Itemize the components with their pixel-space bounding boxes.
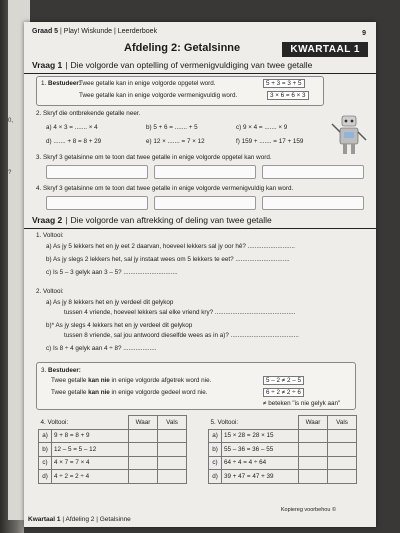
false-cell[interactable] [328, 429, 357, 443]
footer-term: Kwartaal 1 [28, 516, 61, 523]
table-row: b) 12 – 5 = 5 – 12 [39, 443, 187, 457]
true-cell[interactable] [129, 456, 158, 470]
true-cell[interactable] [129, 470, 158, 484]
false-cell[interactable] [158, 443, 187, 457]
table-row: a) 9 + 8 = 8 + 9 [39, 429, 187, 443]
vraag2-heading: Vraag 2 | Die volgorde van aftrekking of deling van twee getalle [24, 215, 376, 229]
page-number: 9 [362, 30, 366, 37]
true-false-table-5 [208, 415, 357, 484]
study-box-2 [36, 362, 356, 410]
vraag2-title: Die volgorde van aftrekking of deling van twee getalle [70, 215, 272, 225]
fill-in-item[interactable]: c) 9 × 4 = ....... × 9 [236, 124, 288, 131]
footer-topic: Getalsinne [99, 516, 131, 523]
item-line: a) As jy 8 lekkers het en jy verdeel dit gelykop [46, 299, 174, 306]
fill-in-item[interactable]: a) As jy 5 lekkers het en jy eet 2 daarvan, hoeveel lekkers sal jy oor hê? ........................... [46, 243, 295, 250]
column-header: Waar [299, 416, 328, 430]
fill-in-item[interactable]: d) ....... + 8 = 8 + 29 [46, 138, 102, 145]
column-header: Waar [129, 416, 158, 430]
item-line: b)* As jy slegs 4 lekkers het en jy verdeel dit gelykop [46, 322, 193, 329]
example-equation: 5 – 2 ≠ 2 – 5 [263, 376, 304, 385]
false-cell[interactable] [158, 456, 187, 470]
true-cell[interactable] [129, 429, 158, 443]
false-cell[interactable] [328, 456, 357, 470]
study-line: Twee getalle kan nie in enige volgorde gedeel word nie. [51, 389, 208, 396]
table-row: d) 4 ÷ 2 = 2 ÷ 4 [39, 470, 187, 484]
true-cell[interactable] [299, 429, 328, 443]
answer-box[interactable] [154, 196, 256, 210]
prev-page-mark: ? [8, 170, 12, 176]
fill-in-item[interactable]: a) 4 × 3 = ....... × 4 [46, 124, 98, 131]
column-header: Vals [328, 416, 357, 430]
question-2-prompt: 2. Skryf die ontbrekende getalle neer. [36, 110, 141, 117]
fill-in-item[interactable]: c) Is 8 ÷ 4 gelyk aan 4 ÷ 8? ................... [46, 345, 157, 352]
question-4-prompt: 4. Skryf 3 getalsinne om te toon dat twee getalle in enige volgorde vermenigvuldig kan word. [36, 185, 294, 192]
question-2-prompt: 2. Voltooi: [36, 288, 64, 295]
vraag2-label: Vraag 2 [32, 215, 63, 225]
fill-in-item[interactable]: f) 159 + ....... = 17 + 159 [236, 138, 304, 145]
fill-in-item[interactable]: tussen 4 vriende, hoeveel lekkers sal elke vriend kry? .............................................. [64, 309, 296, 316]
workbook-page [24, 22, 376, 527]
study-line: Twee getalle kan nie in enige volgorde afgetrek word nie. [51, 377, 212, 384]
question-1-prompt: 1. Voltooi: [36, 232, 64, 239]
symbol-note: ≠ beteken "is nie gelyk aan" [263, 400, 341, 407]
table-row: a) 15 × 28 = 28 × 15 [209, 429, 357, 443]
false-cell[interactable] [158, 429, 187, 443]
answer-box[interactable] [46, 196, 148, 210]
fill-in-item[interactable]: b) As jy slegs 2 lekkers het, sal jy instaat wees om 5 lekkers te eet? ............................... [46, 256, 290, 263]
study-line: Twee getalle kan in enige volgorde vermenigvuldig word. [79, 92, 238, 99]
false-cell[interactable] [328, 443, 357, 457]
question-number: 1. [41, 80, 47, 87]
page-footer: Kwartaal 1 | Afdeling 2 | Getalsinne [28, 516, 131, 523]
table-row: c) 4 × 7 = 7 × 4 [39, 456, 187, 470]
example-equation: 3 × 6 = 6 × 3 [267, 91, 309, 100]
study-label: Bestudeer: [48, 80, 81, 87]
column-header: Vals [158, 416, 187, 430]
table-row: d) 39 + 47 = 47 + 39 [209, 470, 357, 484]
answer-box[interactable] [46, 165, 148, 179]
true-cell[interactable] [299, 443, 328, 457]
section-title: Afdeling 2: Getalsinne [124, 42, 241, 54]
question-number: 3. [41, 367, 47, 374]
grade-label: Graad 5 [32, 28, 59, 35]
example-equation: 6 ÷ 2 ≠ 2 ÷ 6 [263, 388, 304, 397]
subject-label: Play! Wiskunde [63, 28, 113, 35]
table-row: b) 55 – 36 = 36 – 55 [209, 443, 357, 457]
fill-in-item[interactable]: b) 5 + 6 = ....... + 5 [146, 124, 198, 131]
question-3-prompt: 3. Skryf 3 getalsinne om te toon dat twee getalle in enige volgorde opgetel kan word. [36, 154, 272, 161]
robot-mascot-icon [330, 114, 368, 158]
false-cell[interactable] [328, 470, 357, 484]
table-title: 4. Voltooi: [40, 418, 69, 426]
term-badge: KWARTAAL 1 [282, 42, 368, 57]
fill-in-item[interactable]: c) Is 5 – 3 gelyk aan 3 – 5? ............................... [46, 269, 178, 276]
table-title: 5. Voltooi: [210, 418, 239, 426]
vraag1-label: Vraag 1 [32, 60, 63, 70]
fill-in-item[interactable]: e) 12 × ....... = 7 × 12 [146, 138, 205, 145]
copyright-notice: Kopiereg voorbehou © [280, 507, 336, 513]
book-label: Leerderboek [117, 28, 158, 35]
true-false-table-4 [38, 415, 187, 484]
true-cell[interactable] [299, 456, 328, 470]
study-label: Bestudeer: [48, 367, 81, 374]
true-cell[interactable] [129, 443, 158, 457]
title-row [24, 42, 376, 58]
footer-section: Afdeling 2 [65, 516, 95, 523]
example-equation: 5 + 3 = 3 + 5 [263, 79, 305, 88]
fill-in-item[interactable]: tussen 8 vriende, sal jou antwoord dieselfde wees as in a)? ....................................... [64, 332, 299, 339]
answer-box[interactable] [154, 165, 256, 179]
false-cell[interactable] [158, 470, 187, 484]
answer-box[interactable] [262, 196, 364, 210]
study-line: Twee getalle kan in enige volgorde opgetel word. [79, 80, 216, 87]
page-header: Graad 5 | Play! Wiskunde | Leerderboek [32, 28, 158, 35]
study-box-1 [36, 76, 324, 106]
table-row: c) 64 ÷ 4 = 4 ÷ 64 [209, 456, 357, 470]
answer-box[interactable] [262, 165, 364, 179]
true-cell[interactable] [299, 470, 328, 484]
vraag1-heading: Vraag 1 | Die volgorde van optelling of vermenigvuldiging van twee getalle [24, 60, 376, 74]
vraag1-title: Die volgorde van optelling of vermenigvuldiging van twee getalle [70, 60, 313, 70]
prev-page-mark: 0, [8, 118, 14, 124]
